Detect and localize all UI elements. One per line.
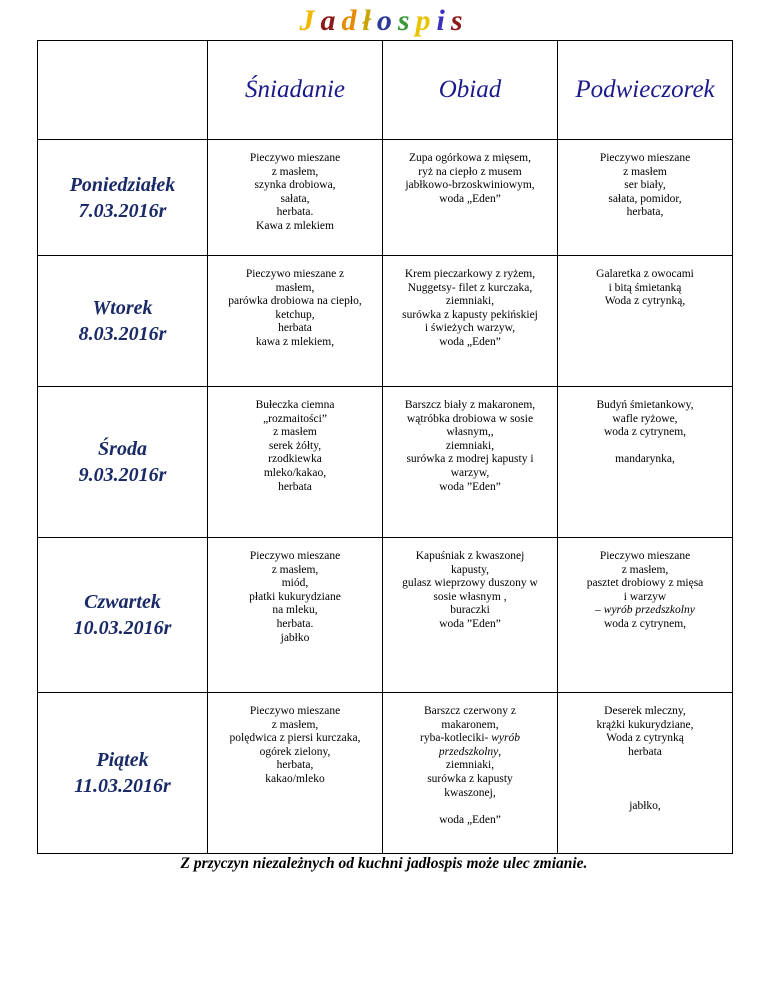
meal-header-snack: Podwieczorek [558, 41, 733, 140]
menu-line: herbata. [276, 617, 314, 630]
day-cell [38, 693, 208, 854]
menu-line: gulasz wieprzowy duszony w [402, 577, 538, 590]
menu-line: Barszcz czerwony z [424, 705, 516, 717]
lunch-cell [383, 387, 558, 538]
snack-cell [558, 140, 733, 256]
menu-line: Nuggetsy- filet z kurczaka, [407, 281, 533, 294]
menu-text-italic: wyrób [491, 732, 520, 745]
menu-line: surówka z kapusty [427, 772, 513, 785]
menu-line: woda z cytrynem, [603, 617, 687, 630]
menu-line: Woda z cytrynką, [604, 295, 686, 308]
title-letter: ł [362, 4, 377, 37]
table-row [38, 256, 733, 387]
day-cell [38, 538, 208, 693]
menu-line: sosie własnym , [433, 590, 507, 603]
title-letter: o [376, 4, 398, 37]
menu-text-italic: przedszkolny [438, 745, 499, 758]
menu-line: miód, [281, 577, 309, 590]
menu-line: herbata, [276, 759, 314, 772]
menu-line: ogórek zielony, [259, 745, 331, 758]
menu-line [383, 732, 557, 746]
menu-line: woda „Eden” [439, 813, 501, 826]
snack-cell [558, 256, 733, 387]
menu-line: Kapuśniak z kwaszonej [415, 550, 525, 562]
day-name: Wtorek [92, 297, 153, 319]
menu-line: z masłem, [271, 563, 319, 576]
menu-line: „rozmaitości” [263, 412, 327, 425]
menu-line: makaronem, [441, 718, 499, 731]
menu-spacer [558, 787, 732, 801]
menu-line: sałata, pomidor, [608, 192, 682, 205]
menu-line: herbata. [276, 206, 314, 219]
menu-line [383, 746, 557, 760]
menu-line: Pieczywo mieszane [599, 550, 691, 562]
menu-line: z masłem [623, 165, 667, 178]
menu-line: i warzyw [623, 590, 667, 603]
day-date: 11.03.2016r [74, 775, 171, 797]
menu-line: Deserek mleczny, [604, 705, 686, 717]
menu-line: i bitą śmietanką [608, 281, 682, 294]
meal-header-breakfast: Śniadanie [208, 41, 383, 140]
day-name: Poniedziałek [69, 173, 176, 196]
title-letter: i [436, 4, 451, 37]
menu-line: Bułeczka ciemna [255, 399, 335, 411]
lunch-cell [383, 140, 558, 256]
menu-line: parówka drobiowa na ciepło, [228, 295, 362, 308]
title-letter: s [450, 4, 469, 37]
menu-line: Woda z cytrynką [606, 732, 684, 745]
menu-line-italic: – wyrób przedszkolny [595, 604, 695, 617]
day-cell [38, 256, 208, 387]
menu-line: warzyw, [450, 466, 490, 479]
menu-line: herbata [628, 745, 662, 758]
menu-line: woda z cytrynem, [603, 426, 687, 439]
menu-line: i świeżych warzyw, [424, 322, 516, 335]
title-letter: J [299, 4, 321, 37]
menu-line: jabłko, [629, 800, 661, 813]
menu-line: kapusty, [451, 563, 489, 576]
meal-header-lunch: Obiad [383, 41, 558, 140]
table-row [38, 693, 733, 854]
lunch-cell [383, 256, 558, 387]
menu-line: wafle ryżowe, [612, 412, 678, 425]
menu-table [37, 40, 733, 854]
menu-line: mleko/kakao, [263, 466, 327, 479]
breakfast-cell [208, 538, 383, 693]
menu-line: rzodkiewka [268, 453, 322, 466]
lunch-cell [383, 538, 558, 693]
header-row [38, 41, 733, 140]
menu-line: własnym,, [446, 426, 494, 439]
day-date: 7.03.2016r [78, 199, 167, 222]
menu-line: woda ”Eden” [439, 617, 501, 630]
menu-spacer [558, 759, 732, 773]
table-row [38, 140, 733, 256]
day-cell [38, 140, 208, 256]
footer-note: Z przyczyn niezależnych od kuchni jadłospis może ulec zmianie. [180, 855, 588, 872]
corner-cell [38, 41, 208, 140]
menu-line: wątróbka drobiowa w sosie [406, 412, 534, 425]
menu-line: herbata, [626, 206, 664, 219]
day-cell [38, 387, 208, 538]
menu-line: buraczki [450, 604, 490, 617]
menu-line: surówka z modrej kapusty i [406, 453, 534, 466]
title-letter: d [341, 4, 363, 37]
menu-line: sałata, [280, 192, 310, 205]
menu-text: , [498, 745, 502, 758]
menu-line: Pieczywo mieszane z [245, 268, 345, 280]
menu-line: Pieczywo mieszane [599, 152, 691, 164]
menu-line: woda „Eden” [439, 192, 501, 205]
breakfast-cell [208, 387, 383, 538]
menu-line: kawa z mlekiem, [255, 335, 335, 348]
menu-line: Krem pieczarkowy z ryżem, [404, 268, 536, 280]
lunch-cell [383, 693, 558, 854]
menu-line: herbata [278, 480, 312, 493]
menu-line: płatki kukurydziane [249, 590, 341, 603]
menu-line: ziemniaki, [445, 759, 495, 772]
day-name: Środa [98, 438, 147, 460]
day-date: 10.03.2016r [73, 617, 172, 639]
menu-line: Pieczywo mieszane [249, 705, 341, 717]
day-name: Piątek [96, 749, 149, 771]
menu-line: Barszcz biały z makaronem, [404, 399, 536, 411]
menu-line: krążki kukurydziane, [596, 718, 694, 731]
menu-line: z masłem, [271, 718, 319, 731]
menu-line: mandarynka, [615, 453, 675, 466]
menu-line: masłem, [275, 281, 315, 294]
menu-line: herbata [278, 322, 312, 335]
menu-line: kwaszonej, [444, 786, 496, 799]
menu-line: Galaretka z owocami [596, 268, 694, 280]
snack-cell [558, 538, 733, 693]
menu-line: na mleku, [272, 604, 318, 617]
menu-line: Kawa z mlekiem [256, 219, 334, 232]
menu-line: ziemniaki, [445, 439, 495, 452]
snack-cell [558, 387, 733, 538]
title-letter: s [397, 4, 416, 37]
snack-cell [558, 693, 733, 854]
menu-spacer [558, 440, 732, 454]
menu-line: woda ”Eden” [439, 480, 501, 493]
menu-line: surówka z kapusty pekińskiej [402, 308, 538, 321]
menu-line: pasztet drobiowy z mięsa [586, 577, 704, 590]
menu-line: ketchup, [275, 308, 315, 321]
table-row [38, 387, 733, 538]
menu-line: Pieczywo mieszane [249, 152, 341, 164]
menu-line: kakao/mleko [265, 772, 325, 785]
day-date: 8.03.2016r [78, 323, 167, 345]
day-date: 9.03.2016r [78, 464, 167, 486]
menu-line: ziemniaki, [445, 295, 495, 308]
menu-text: ryba-kotleciki- [420, 732, 489, 745]
menu-spacer [558, 773, 732, 787]
menu-line: z masłem, [271, 165, 319, 178]
menu-line: z masłem, [621, 563, 669, 576]
menu-line: jabłkowo-brzoskwiniowym, [405, 179, 535, 192]
breakfast-cell [208, 256, 383, 387]
menu-line: woda „Eden” [439, 335, 501, 348]
menu-line: jabłko [280, 631, 310, 644]
title-letter: p [415, 4, 437, 37]
breakfast-cell [208, 693, 383, 854]
menu-line: z masłem [273, 426, 317, 439]
title-letter: a [320, 4, 342, 37]
day-name: Czwartek [84, 591, 161, 613]
page-title [0, 4, 768, 38]
menu-line: ryż na ciepło z musem [418, 165, 522, 178]
menu-line: szynka drobiowa, [254, 179, 336, 192]
menu-line: ser biały, [624, 179, 666, 192]
breakfast-cell [208, 140, 383, 256]
menu-spacer [383, 800, 557, 814]
menu-line: Pieczywo mieszane [249, 550, 341, 562]
menu-line: Budyń śmietankowy, [596, 399, 694, 411]
menu-line: polędwica z piersi kurczaka, [229, 732, 361, 745]
menu-line: serek żółty, [268, 439, 322, 452]
menu-line: Zupa ogórkowa z mięsem, [409, 152, 531, 164]
table-row [38, 538, 733, 693]
